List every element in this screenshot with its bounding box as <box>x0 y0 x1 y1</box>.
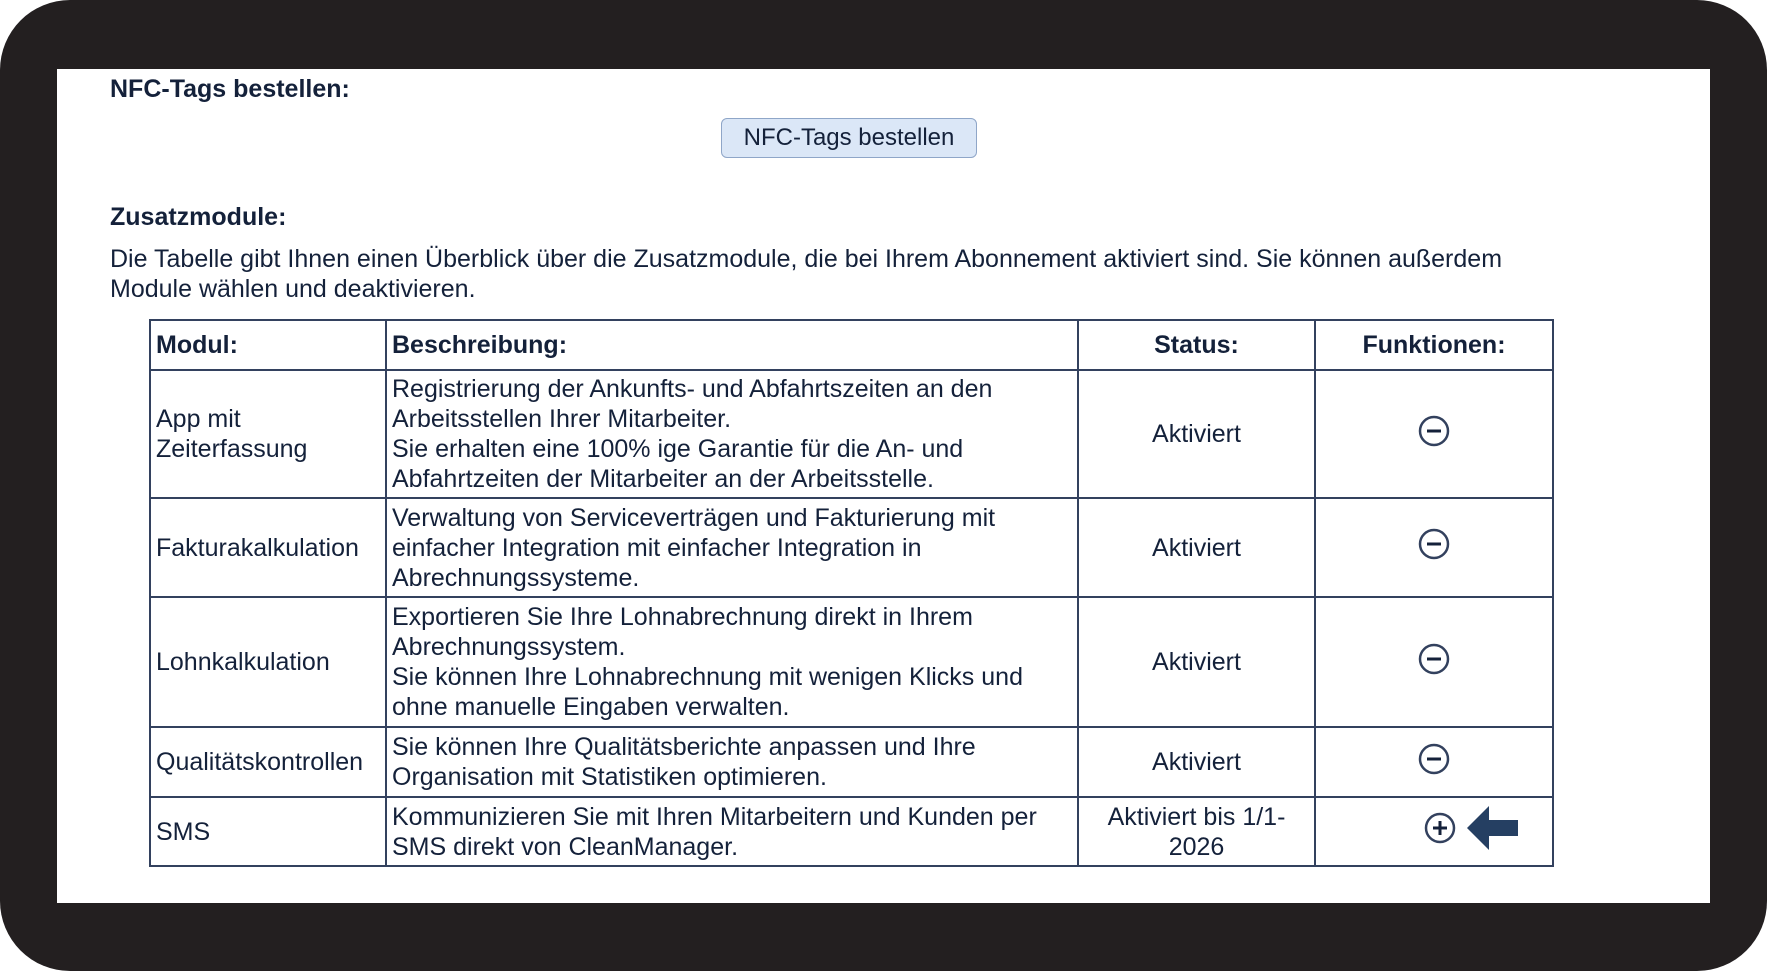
page-content <box>57 69 1710 903</box>
module-description: Verwaltung von Serviceverträgen und Fakturierung mit einfacher Integration mit einfacher Integration in Abrechnungssysteme. <box>386 498 1078 597</box>
minus-circle-icon[interactable] <box>1417 742 1451 783</box>
arrow-left-icon <box>1465 804 1521 859</box>
minus-circle-icon[interactable] <box>1417 414 1451 455</box>
module-status: Aktiviert <box>1078 370 1315 498</box>
module-description: Sie können Ihre Qualitätsberichte anpassen und Ihre Organisation mit Statistiken optimieren. <box>386 727 1078 797</box>
module-functions <box>1315 498 1553 597</box>
nfc-heading: NFC-Tags bestellen: <box>110 75 350 103</box>
module-status: Aktiviert <box>1078 498 1315 597</box>
module-name: Lohnkalkulation <box>150 597 386 727</box>
table-row <box>150 797 1553 866</box>
table-row <box>150 597 1553 727</box>
plus-circle-icon[interactable] <box>1423 811 1457 852</box>
col-description: Beschreibung: <box>386 320 1078 370</box>
module-functions <box>1315 597 1553 727</box>
module-description: Exportieren Sie Ihre Lohnabrechnung direkt in Ihrem Abrechnungssystem. Sie können Ihre Lohnabrechnung mit wenigen Klicks und ohne manuelle Eingaben verwalten. <box>386 597 1078 727</box>
module-functions <box>1315 370 1553 498</box>
module-description: Kommunizieren Sie mit Ihren Mitarbeitern und Kunden per SMS direkt von CleanManager. <box>386 797 1078 866</box>
module-name: App mit Zeiterfassung <box>150 370 386 498</box>
module-status: Aktiviert <box>1078 597 1315 727</box>
table-header <box>150 320 1553 370</box>
table-row <box>150 370 1553 498</box>
module-name: Qualitätskontrollen <box>150 727 386 797</box>
col-status: Status: <box>1078 320 1315 370</box>
table-row <box>150 727 1553 797</box>
modules-intro: Die Tabelle gibt Ihnen einen Überblick über die Zusatzmodule, die bei Ihrem Abonnement aktiviert sind. Sie können außerdem Module wählen und deaktivieren. <box>110 245 1503 303</box>
module-description: Registrierung der Ankunfts- und Abfahrtszeiten an den Arbeitsstellen Ihrer Mitarbeiter. Sie erhalten eine 100% ige Garantie für die An- und Abfahrtzeiten der Mitarbeiter an der Arbeitsstelle. <box>386 370 1078 498</box>
minus-circle-icon[interactable] <box>1417 642 1451 683</box>
module-functions <box>1315 727 1553 797</box>
module-functions <box>1315 797 1553 866</box>
col-functions: Funktionen: <box>1315 320 1553 370</box>
minus-circle-icon[interactable] <box>1417 527 1451 568</box>
modules-heading: Zusatzmodule: <box>110 203 287 231</box>
table-row <box>150 498 1553 597</box>
module-status: Aktiviert bis 1/1-2026 <box>1078 797 1315 866</box>
module-name: SMS <box>150 797 386 866</box>
col-module: Modul: <box>150 320 386 370</box>
modules-table <box>149 319 1554 867</box>
nfc-order-button[interactable]: NFC-Tags bestellen <box>721 118 977 158</box>
module-name: Fakturakalkulation <box>150 498 386 597</box>
module-status: Aktiviert <box>1078 727 1315 797</box>
